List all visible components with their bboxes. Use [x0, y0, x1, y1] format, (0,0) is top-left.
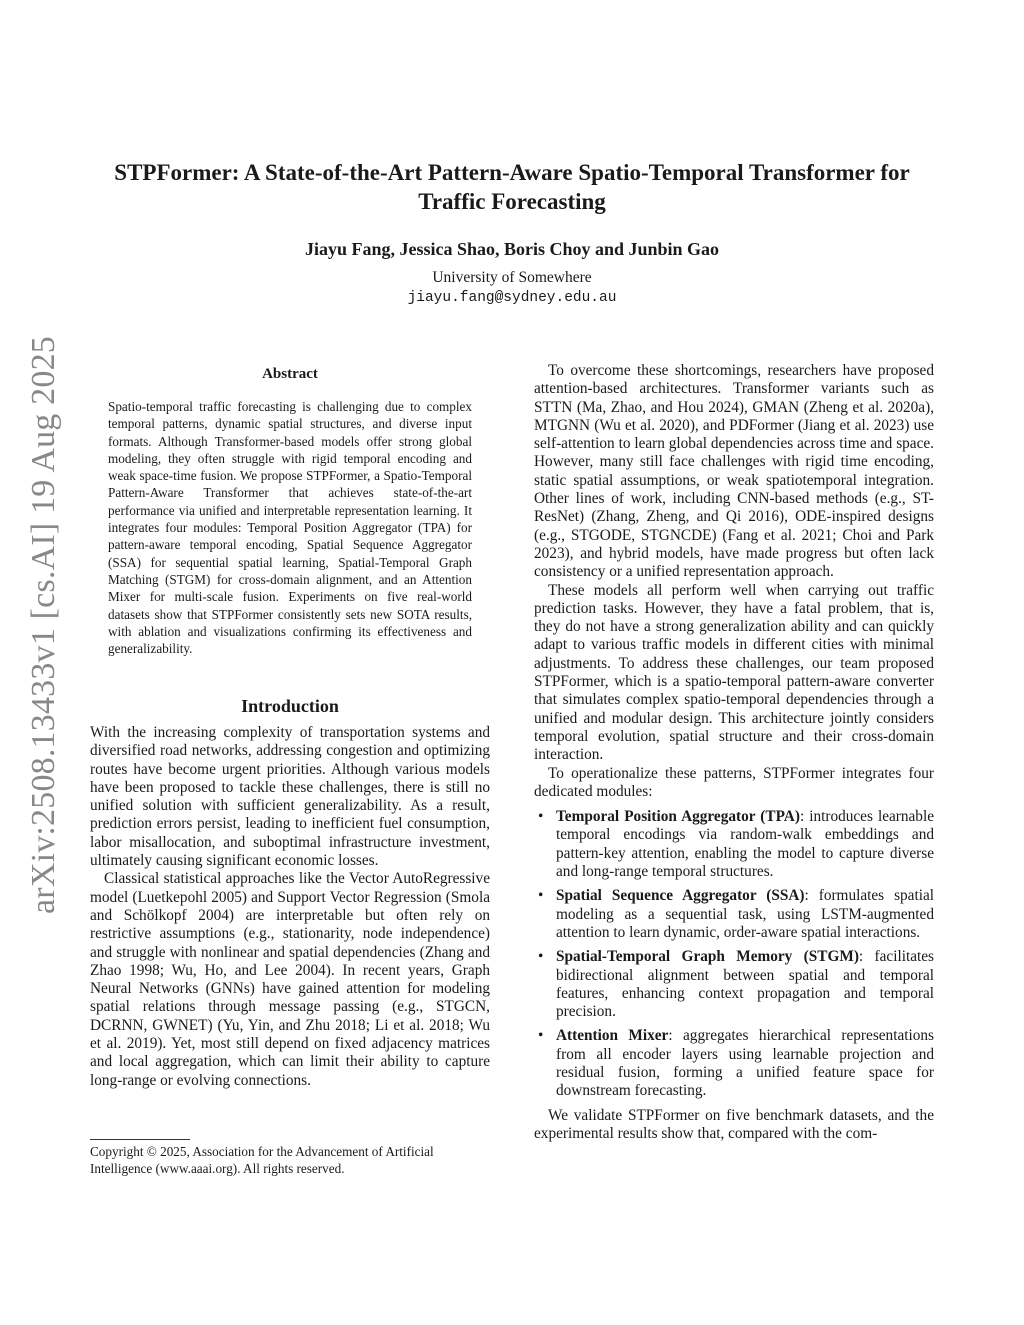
left-column	[90, 724, 490, 1090]
list-item-stgm	[534, 948, 934, 1021]
module-description: : formulates spatial modeling as a sequential task, using LSTM-augmented attention to learn dynamic, order-aware spatial interactions.	[556, 887, 935, 941]
module-term: Spatial Sequence Aggregator (SSA)	[556, 887, 805, 905]
module-term: Temporal Position Aggregator (TPA)	[556, 808, 800, 826]
author-list: Jiayu Fang, Jessica Shao, Boris Choy and Junbin Gao	[304, 239, 720, 259]
module-term: Attention Mixer	[556, 1027, 669, 1045]
footnote-divider	[90, 1139, 190, 1140]
bullet-icon: •	[538, 948, 544, 966]
module-list	[534, 808, 934, 1100]
author-email: jiayu.fang@sydney.edu.au	[407, 290, 617, 306]
list-item-attention-mixer	[534, 1027, 934, 1100]
intro-paragraph-3: To overcome these shortcomings, researchers have proposed attention-based architectures. Transformer variants such as STTN (Ma, Zhao, and Hou 2024), GMAN (Zheng et al. 2020a), MTGNN (Wu et al. 2020), and PDFormer (Jiang et al. 2023) use self-attention to learn global dependencies across time and space. However, many still face challenges with rigid time encoding, static spatial assumptions, or weak spatiotemporal integration. Other lines of work, including CNN-based methods (e.g., ST-ResNet) (Zhang, Zheng, and Qi 2016), ODE-inspired designs (e.g., STGODE, STGNCDE) (Fang et al. 2021; Choi and Park 2023), and hybrid models, have made progress but often lack consistency or a unified representation approach.	[534, 362, 934, 581]
author-affiliation: University of Somewhere	[432, 269, 592, 286]
arxiv-identifier-stamp: arXiv:2508.13433v1 [cs.AI] 19 Aug 2025	[25, 336, 62, 914]
intro-paragraph-6: We validate STPFormer on five benchmark datasets, and the experimental results show that, compared with the com-	[534, 1106, 934, 1142]
module-term: Spatial-Temporal Graph Memory (STGM)	[556, 948, 859, 966]
paper-title: STPFormer: A State-of-the-Art Pattern-Aware Spatio-Temporal Transformer for Traffic Forecasting	[114, 160, 910, 214]
intro-paragraph-2: Classical statistical approaches like the Vector AutoRegressive model (Luetkepohl 2005) and Support Vector Regression (Smola and Schölkopf 2004) are interpretable but often rely on restrictive assumptions (e.g., stationarity, node independence) and struggle with nonlinear and spatial dependencies (Zhang and Zhao 1998; Wu, Ho, and Lee 2004). In recent years, Graph Neural Networks (GNNs) have gained attention for modeling spatial relations through message passing (e.g., STGCN, DCRNN, GWNET) (Yu, Yin, and Zhu 2018; Li et al. 2018; Wu et al. 2019). Yet, most still depend on fixed adjacency matrices and local aggregation, which can limit their ability to capture long-range or evolving connections.	[90, 870, 490, 1089]
introduction-heading: Introduction	[241, 696, 339, 716]
list-item-tpa	[534, 808, 934, 881]
list-item-ssa	[534, 887, 934, 942]
abstract-heading: Abstract	[262, 366, 318, 382]
module-description: : facilitates bidirectional alignment between spatial and temporal features, enhancing context propagation and temporal precision.	[556, 948, 934, 1021]
abstract-body: Spatio-temporal traffic forecasting is challenging due to complex temporal patterns, dynamic spatial structures, and diverse input formats. Although Transformer-based models offer strong global modeling, they often struggle with rigid temporal encoding and weak space-time fusion. We propose STPFormer, a Spatio-Temporal Pattern-Aware Transformer that achieves state-of-the-art performance via unified and interpretable representation learning. It integrates four modules: Temporal Position Aggregator (TPA) for pattern-aware temporal encoding, Spatial Sequence Aggregator (SSA) for sequential spatial learning, Spatial-Temporal Graph Matching (STGM) for cross-domain alignment, and an Attention Mixer for multi-scale fusion. Experiments on five real-world datasets show that STPFormer consistently sets new SOTA results, with ablation and visualizations confirming its effectiveness and generalizability.	[108, 399, 472, 657]
module-description: : aggregates hierarchical representations from all encoder layers using learnable projection and residual fusion, forming a unified feature space for downstream forecasting.	[556, 1027, 934, 1100]
intro-paragraph-1: With the increasing complexity of transportation systems and diversified road networks, addressing congestion and optimizing routes have become urgent priorities. Although various models have been proposed to tackle these challenges, there is still no unified solution with sufficient generalizability. As a result, prediction errors persist, leading to inefficient fuel consumption, labor misallocation, and suboptimal infrastructure investment, ultimately causing significant economic losses.	[90, 724, 490, 870]
bullet-icon: •	[538, 887, 544, 905]
bullet-icon: •	[538, 808, 544, 826]
intro-paragraph-4: These models all perform well when carrying out traffic prediction tasks. However, they have a fatal problem, that is, they do not have a strong generalization ability and can quickly adapt to various traffic models in different cities with minimal adjustments. To address these challenges, our team proposed STPFormer, which is a spatio-temporal pattern-aware converter that simulates complex spatio-temporal dependencies through a unified and modular design. This architecture jointly considers temporal evolution, spatial structure and their cross-domain interaction.	[534, 581, 934, 764]
module-description: : introduces learnable temporal encodings via random-walk embeddings and pattern-key attention, enabling the model to capture diverse and long-range temporal structures.	[556, 808, 934, 881]
intro-paragraph-5: To operationalize these patterns, STPFormer integrates four dedicated modules:	[534, 764, 934, 800]
right-column	[534, 362, 934, 1143]
copyright-footnote: Copyright © 2025, Association for the Advancement of Artificial Intelligence (www.aaai.org). All rights reserved.	[90, 1144, 434, 1177]
bullet-icon: •	[538, 1027, 544, 1045]
